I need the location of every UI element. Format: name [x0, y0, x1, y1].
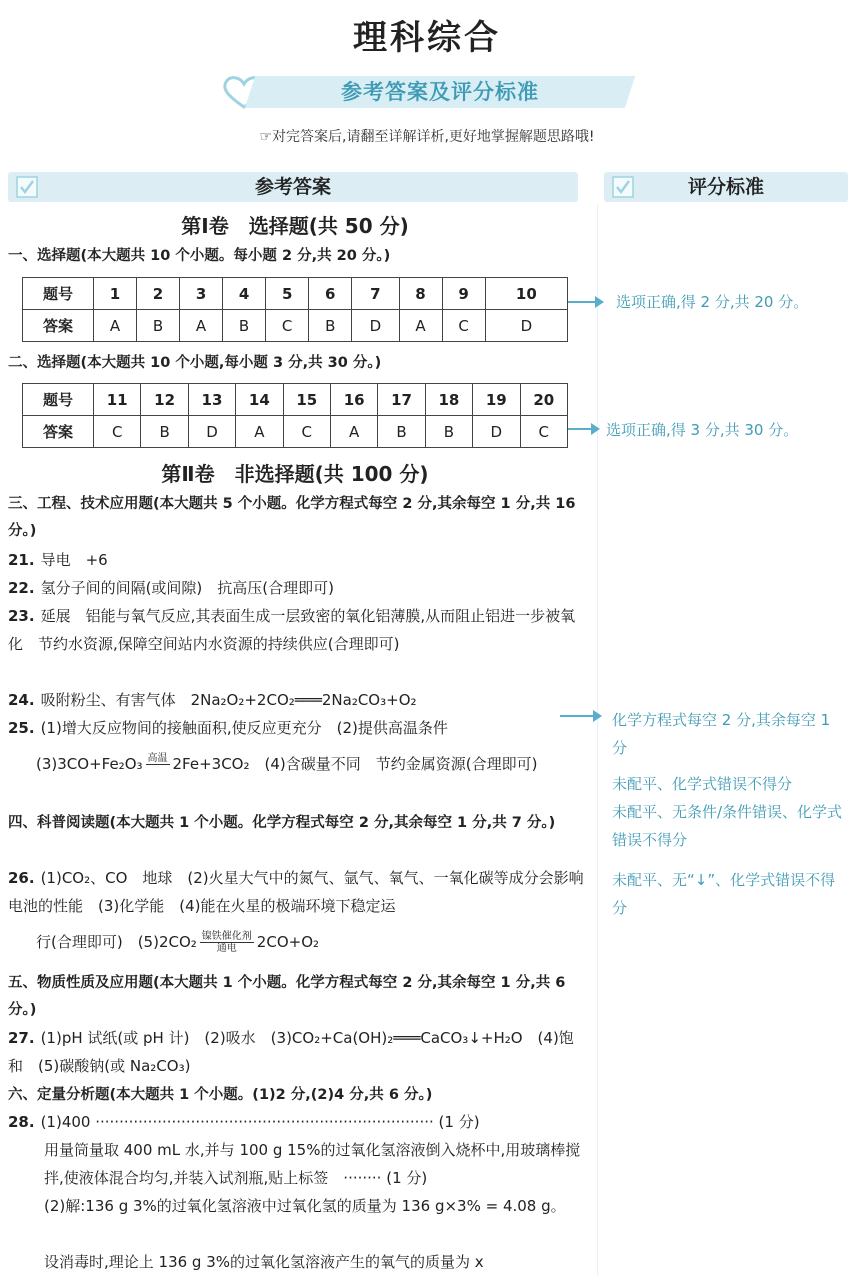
question-number: 23.	[8, 607, 35, 625]
score-rule-3: 化学方程式每空 2 分,其余每空 1 分	[612, 711, 831, 757]
question-number: 21.	[8, 551, 35, 569]
scoring-header-label: 评分标准	[687, 176, 764, 198]
answer-25	[8, 714, 588, 742]
question-number: 28.	[8, 1113, 35, 1131]
table-cell: C	[266, 310, 309, 342]
score-rule-1: 选项正确,得 2 分,共 20 分。	[616, 293, 809, 311]
section-3-heading: 三、工程、技术应用题(本大题共 5 个小题。化学方程式每空 2 分,其余每空 1 分,共 16 分。)	[8, 496, 576, 539]
table-cell: B	[223, 310, 266, 342]
table-cell: A	[330, 416, 377, 448]
table-cell: A	[236, 416, 283, 448]
table-cell: A	[180, 310, 223, 342]
table-cell: B	[378, 416, 425, 448]
column-divider	[597, 205, 598, 1275]
banner-title: 参考答案及评分标准	[341, 80, 539, 104]
answers-header	[8, 172, 578, 202]
table-cell: A	[399, 310, 442, 342]
table-cell: B	[141, 416, 188, 448]
tip-note: ☞对完答案后,请翻至详解详析,更好地掌握解题思路哦!	[259, 129, 595, 145]
section-6-heading: 六、定量分析题(本大题共 1 个小题。(1)2 分,(2)4 分,共 6 分。)	[8, 1087, 433, 1103]
answer-26-equation	[8, 928, 588, 956]
score-rule-6: 未配平、无“↓”、化学式错误不得分	[612, 871, 836, 917]
table-cell: C	[442, 310, 485, 342]
answer-23	[8, 602, 588, 658]
table-cell: C	[94, 416, 141, 448]
table-row	[23, 310, 568, 342]
table-cell: 14	[236, 384, 283, 416]
answer-28-step-2: (2)解:136 g 3%的过氧化氢溶液中过氧化氢的质量为 136 g×3% = 4.08 g。	[44, 1197, 566, 1215]
question-number: 27.	[8, 1029, 35, 1047]
answer-table-1	[22, 277, 568, 342]
table-cell: D	[485, 310, 567, 342]
table-cell: 11	[94, 384, 141, 416]
answer-21	[8, 546, 588, 574]
table-cell: 19	[473, 384, 520, 416]
question-number: 24.	[8, 691, 35, 709]
table-row	[23, 278, 568, 310]
reaction-condition	[200, 931, 254, 954]
question-number: 25.	[8, 719, 35, 737]
answer-table-2	[22, 383, 568, 448]
section-5-heading: 五、物质性质及应用题(本大题共 1 个小题。化学方程式每空 2 分,其余每空 1 分,共 6 分。)	[8, 975, 566, 1018]
equation-left: (3)3CO+Fe₂O₃	[36, 755, 143, 773]
question-number: 26.	[8, 869, 35, 887]
table-cell: 18	[425, 384, 472, 416]
table-cell: B	[137, 310, 180, 342]
table-cell: 20	[520, 384, 567, 416]
table-cell: 10	[485, 278, 567, 310]
table-cell: 16	[330, 384, 377, 416]
table-cell: 题号	[23, 384, 94, 416]
table-cell: 2	[137, 278, 180, 310]
score-rule-2: 选项正确,得 3 分,共 30 分。	[606, 421, 799, 439]
table-cell: D	[352, 310, 399, 342]
part-1-title: 第Ⅰ卷 选择题(共 50 分)	[181, 214, 409, 238]
answer-27	[8, 1024, 588, 1080]
answer-28-step-3: 设消毒时,理论上 136 g 3%的过氧化氢溶液产生的氧气的质量为 x	[44, 1253, 484, 1271]
arrow-icon	[568, 428, 598, 430]
score-rule-5: 未配平、无条件/条件错误、化学式错误不得分	[612, 803, 843, 849]
question-number: 22.	[8, 579, 35, 597]
equation-right: 2Fe+3CO₂ (4)含碳量不同 节约金属资源(合理即可)	[172, 755, 538, 773]
table-cell: D	[473, 416, 520, 448]
answer-text: (1)pH 试纸(或 pH 计) (2)吸水 (3)CO₂+Ca(OH)₂═══CaCO₃↓+H₂O (4)饱和 (5)碳酸钠(或 Na₂CO₃)	[8, 1029, 574, 1075]
table-cell: 1	[94, 278, 137, 310]
table-cell: C	[520, 416, 567, 448]
answer-25-equation	[8, 750, 588, 778]
table-cell: 题号	[23, 278, 94, 310]
table-cell: 6	[309, 278, 352, 310]
table-cell: 9	[442, 278, 485, 310]
part-2-title: 第Ⅱ卷 非选择题(共 100 分)	[161, 462, 429, 486]
table-cell: 15	[283, 384, 330, 416]
section-1-heading: 一、选择题(本大题共 10 个小题。每小题 2 分,共 20 分。)	[8, 248, 391, 264]
table-cell: B	[309, 310, 352, 342]
table-cell: 13	[188, 384, 235, 416]
table-cell: A	[94, 310, 137, 342]
arrow-icon	[560, 715, 600, 717]
answer-22	[8, 574, 588, 602]
table-cell: D	[188, 416, 235, 448]
condition-top: 高温	[147, 753, 168, 764]
answer-28	[8, 1108, 588, 1136]
score-rule-4: 未配平、化学式错误不得分	[612, 775, 793, 793]
table-cell: 3	[180, 278, 223, 310]
answers-header-label: 参考答案	[254, 176, 331, 198]
answer-text: (1)400 ······································································· (1 分)	[40, 1113, 480, 1131]
table-cell: 8	[399, 278, 442, 310]
table-cell: 7	[352, 278, 399, 310]
banner	[220, 74, 630, 110]
table-row	[23, 384, 568, 416]
equation-left: 行(合理即可) (5)2CO₂	[36, 933, 197, 951]
table-cell: 5	[266, 278, 309, 310]
table-cell: C	[283, 416, 330, 448]
answer-text: (1)增大反应物间的接触面积,使反应更充分 (2)提供高温条件	[40, 719, 448, 737]
answer-text: 吸附粉尘、有害气体 2Na₂O₂+2CO₂═══2Na₂CO₃+O₂	[40, 691, 417, 709]
answer-text: 导电 +6	[40, 551, 108, 569]
condition-bottom: 通电	[216, 943, 237, 954]
answer-text: 氢分子间的间隔(或间隙) 抗高压(合理即可)	[40, 579, 334, 597]
scoring-header	[604, 172, 848, 202]
arrow-icon	[568, 301, 602, 303]
table-cell: B	[425, 416, 472, 448]
section-4-heading: 四、科普阅读题(本大题共 1 个小题。化学方程式每空 2 分,其余每空 1 分,共 7 分。)	[8, 815, 556, 831]
table-row	[23, 416, 568, 448]
table-cell: 答案	[23, 310, 94, 342]
table-cell: 17	[378, 384, 425, 416]
answer-text: (1)CO₂、CO 地球 (2)火星大气中的氮气、氩气、氧气、一氧化碳等成分会影响电池的性能 (3)化学能 (4)能在火星的极端环境下稳定运	[8, 869, 584, 915]
condition-top: 镍铁催化剂	[201, 931, 252, 942]
answer-26	[8, 864, 588, 920]
answer-24	[8, 686, 588, 714]
answer-28-step-1: 用量筒量取 400 mL 水,并与 100 g 15%的过氧化氢溶液倒入烧杯中,用玻璃棒搅拌,使液体混合均匀,并装入试剂瓶,贴上标签 ········ (1 分)	[44, 1141, 581, 1187]
table-cell: 4	[223, 278, 266, 310]
reaction-condition	[146, 753, 170, 776]
answer-text: 延展 铝能与氧气反应,其表面生成一层致密的氧化铝薄膜,从而阻止铝进一步被氧化 节约水资源,保障空间站内水资源的持续供应(合理即可)	[8, 607, 576, 653]
table-cell: 12	[141, 384, 188, 416]
equation-right: 2CO+O₂	[256, 933, 320, 951]
table-cell: 答案	[23, 416, 94, 448]
page-title: 理科综合	[353, 18, 501, 58]
section-2-heading: 二、选择题(本大题共 10 个小题,每小题 3 分,共 30 分。)	[8, 355, 382, 371]
